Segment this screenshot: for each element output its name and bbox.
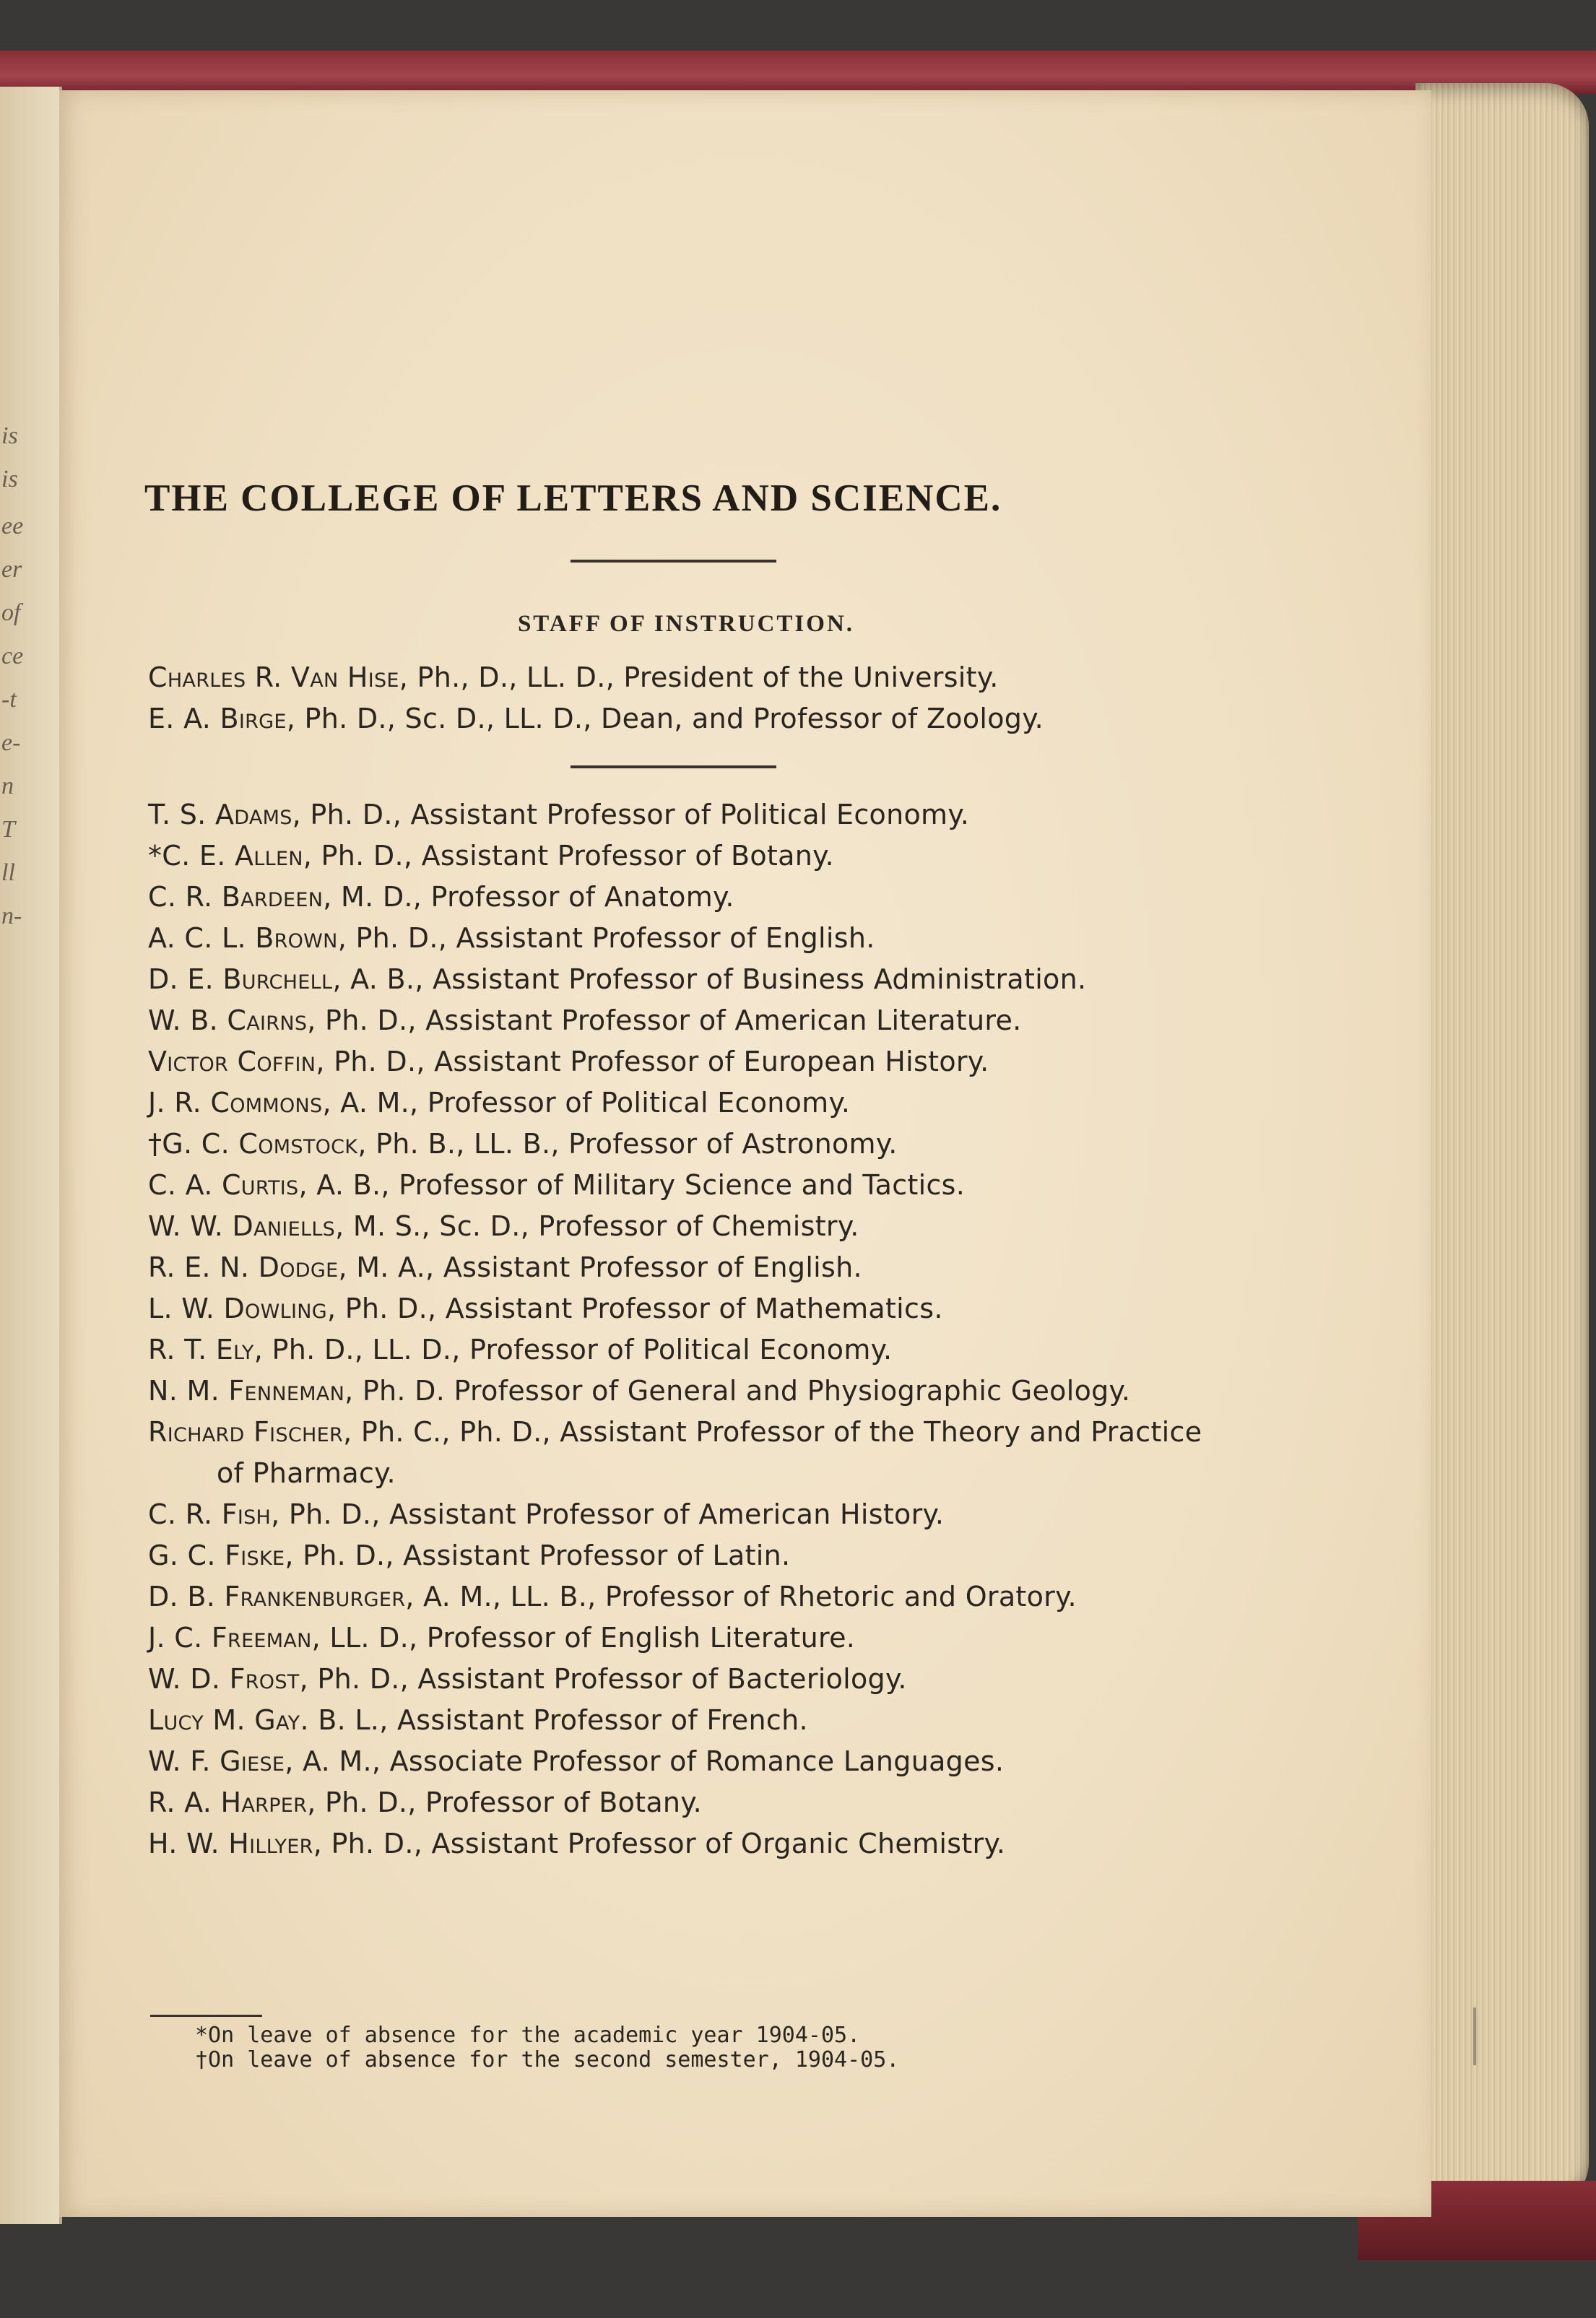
faculty-name: H. W. Hillyer bbox=[148, 1828, 313, 1859]
faculty-title: , M. D., Professor of Anatomy. bbox=[323, 881, 734, 913]
facing-page-fragment: of bbox=[1, 599, 21, 626]
faculty-entry bbox=[148, 1782, 1217, 1823]
faculty-title: , Ph. D., Assistant Professor of English. bbox=[337, 922, 875, 954]
faculty-name: W. F. Giese bbox=[148, 1745, 285, 1777]
faculty-title: , Ph. D., Assistant Professor of Mathematics. bbox=[326, 1293, 943, 1324]
faculty-entry bbox=[148, 794, 1217, 835]
officer-entry bbox=[148, 657, 1217, 698]
faculty-name: J. R. Commons bbox=[148, 1087, 323, 1119]
officer-name: Charles R. Van Hise bbox=[148, 661, 399, 693]
faculty-entry bbox=[148, 1576, 1217, 1618]
faculty-title: , Ph. D., Assistant Professor of Botany. bbox=[303, 840, 834, 872]
faculty-name: W. W. Daniells bbox=[148, 1210, 336, 1242]
faculty-title: , Ph. D., Assistant Professor of Political Economy. bbox=[292, 799, 970, 830]
footnotes bbox=[195, 2023, 1206, 2072]
officer-title: , Ph. D., Sc. D., LL. D., Dean, and Professor of Zoology. bbox=[286, 703, 1044, 734]
faculty-title: . B. L., Assistant Professor of French. bbox=[300, 1704, 808, 1736]
faculty-entry bbox=[148, 1535, 1217, 1576]
faculty-name: G. C. Fiske bbox=[148, 1540, 285, 1571]
faculty-entry bbox=[148, 1412, 1217, 1494]
facing-page-fragment: er bbox=[1, 556, 22, 583]
faculty-entry bbox=[148, 1700, 1217, 1741]
facing-page-fragment: n bbox=[1, 773, 14, 799]
faculty-title: , A. M., LL. B., Professor of Rhetoric and Oratory. bbox=[405, 1581, 1077, 1612]
faculty-entry bbox=[148, 1124, 1217, 1165]
faculty-title: , A. M., Professor of Political Economy. bbox=[322, 1087, 851, 1119]
faculty-title: , Ph. D., Professor of Botany. bbox=[307, 1787, 703, 1818]
faculty-entry bbox=[148, 1288, 1217, 1329]
facing-page-fragment: is bbox=[1, 422, 18, 449]
title-divider bbox=[571, 560, 776, 563]
faculty-entry bbox=[148, 959, 1217, 1000]
faculty-entry bbox=[148, 1082, 1217, 1124]
faculty-title: , Ph. B., LL. B., Professor of Astronomy. bbox=[357, 1128, 898, 1160]
faculty-entry bbox=[148, 1206, 1217, 1247]
faculty-title: , Ph. C., Ph. D., Assistant Professor of the Theory and Practice of Pharmacy. bbox=[217, 1416, 1202, 1489]
footnote-item: *On leave of absence for the academic year 1904-05. bbox=[195, 2023, 861, 2048]
faculty-title: , LL. D., Professor of English Literature. bbox=[311, 1622, 856, 1654]
faculty-name: C. A. Curtis bbox=[148, 1169, 299, 1201]
faculty-title: , A. M., Associate Professor of Romance Languages. bbox=[285, 1745, 1005, 1777]
page-title: THE COLLEGE OF LETTERS AND SCIENCE. bbox=[144, 477, 1002, 519]
faculty-name: Lucy M. Gay bbox=[148, 1704, 300, 1736]
faculty-name: N. M. Fenneman bbox=[148, 1375, 345, 1407]
faculty-name: Victor Coffin bbox=[148, 1046, 316, 1077]
faculty-entry bbox=[148, 1494, 1217, 1535]
faculty-title: , M. S., Sc. D., Professor of Chemistry. bbox=[335, 1210, 859, 1242]
faculty-name: *C. E. Allen bbox=[148, 840, 303, 872]
officer-title: , Ph., D., LL. D., President of the University. bbox=[399, 661, 999, 693]
faculty-title: , Ph. D., Assistant Professor of American History. bbox=[271, 1498, 945, 1530]
faculty-entry bbox=[148, 1041, 1217, 1082]
facing-page-fragment: e- bbox=[1, 729, 21, 756]
faculty-name: A. C. L. Brown bbox=[148, 922, 338, 954]
facing-page-fragment: is bbox=[1, 466, 18, 492]
faculty-title: , Ph. D., Assistant Professor of Organic Chemistry. bbox=[313, 1828, 1006, 1859]
faculty-title: , Ph. D., Assistant Professor of European History. bbox=[316, 1046, 989, 1077]
facing-page-fragment: n- bbox=[1, 903, 22, 929]
faculty-entry bbox=[148, 1659, 1217, 1700]
faculty-entry bbox=[148, 1371, 1217, 1412]
officer-entry bbox=[148, 698, 1217, 739]
faculty-name: D. E. Burchell bbox=[148, 963, 333, 995]
faculty-name: R. T. Ely bbox=[148, 1334, 254, 1366]
faculty-title: , Ph. D., Assistant Professor of Bacteriology. bbox=[299, 1663, 907, 1695]
faculty-name: T. S. Adams bbox=[148, 799, 292, 830]
faculty-name: W. D. Frost bbox=[148, 1663, 300, 1695]
book-cover-top-edge bbox=[0, 51, 1596, 94]
faculty-name: R. A. Harper bbox=[148, 1787, 308, 1818]
faculty-name: C. R. Bardeen bbox=[148, 881, 324, 913]
facing-page-fragment: -t bbox=[1, 686, 17, 713]
section-subtitle: STAFF OF INSTRUCTION. bbox=[517, 611, 855, 637]
faculty-title: , A. B., Professor of Military Science and Tactics. bbox=[298, 1169, 966, 1201]
faculty-entry bbox=[148, 1000, 1217, 1041]
facing-page-fragment: T bbox=[1, 816, 15, 843]
faculty-entry bbox=[148, 1741, 1217, 1782]
faculty-title: , Ph. D., LL. D., Professor of Political Economy. bbox=[253, 1334, 893, 1366]
faculty-title: , Ph. D., Assistant Professor of American Literature. bbox=[307, 1004, 1022, 1036]
facing-page-fragment: ee bbox=[1, 513, 24, 539]
faculty-entry bbox=[148, 835, 1217, 877]
faculty-title: , Ph. D., Assistant Professor of Latin. bbox=[285, 1540, 791, 1571]
officers-list bbox=[148, 657, 1217, 739]
faculty-entry bbox=[148, 1247, 1217, 1288]
faculty-title: , M. A., Assistant Professor of English. bbox=[338, 1251, 862, 1283]
faculty-name: R. E. N. Dodge bbox=[148, 1251, 339, 1283]
faculty-name: L. W. Dowling bbox=[148, 1293, 327, 1324]
officers-divider bbox=[571, 765, 776, 768]
faculty-title: , A. B., Assistant Professor of Business Administration. bbox=[332, 963, 1087, 995]
faculty-title: , Ph. D. Professor of General and Physiographic Geology. bbox=[344, 1375, 1131, 1407]
faculty-name: J. C. Freeman bbox=[148, 1622, 312, 1654]
officer-name: E. A. Birge bbox=[148, 703, 287, 734]
page-edges-stack bbox=[1415, 83, 1589, 2206]
facing-page-sliver bbox=[0, 87, 62, 2224]
faculty-entry bbox=[148, 1165, 1217, 1206]
faculty-entry bbox=[148, 1823, 1217, 1865]
facing-page-fragment: ce bbox=[1, 643, 24, 669]
faculty-entry bbox=[148, 1618, 1217, 1659]
faculty-name: W. B. Cairns bbox=[148, 1004, 308, 1036]
footnote-divider bbox=[150, 2015, 262, 2017]
footnote-item: †On leave of absence for the second semester, 1904-05. bbox=[195, 2047, 900, 2072]
faculty-entry bbox=[148, 918, 1217, 959]
facing-page-fragment: ll bbox=[1, 859, 15, 886]
faculty-list bbox=[148, 794, 1217, 1865]
faculty-entry bbox=[148, 877, 1217, 918]
faculty-name: †G. C. Comstock bbox=[148, 1128, 358, 1160]
faculty-name: C. R. Fish bbox=[148, 1498, 272, 1530]
faculty-name: Richard Fischer bbox=[148, 1416, 344, 1448]
faculty-entry bbox=[148, 1329, 1217, 1371]
page-edge-mark bbox=[1473, 2007, 1476, 2065]
faculty-name: D. B. Frankenburger bbox=[148, 1581, 406, 1612]
